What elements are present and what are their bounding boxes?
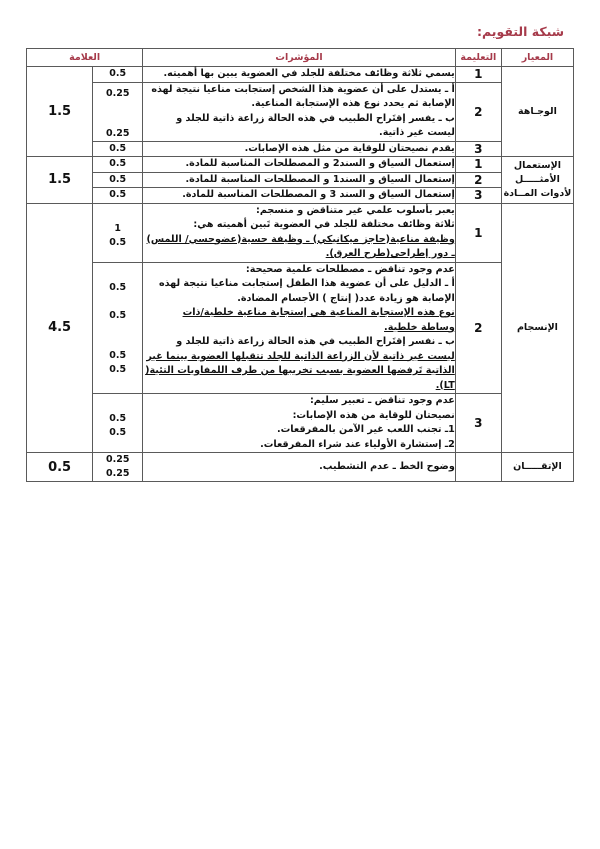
instruction-number: 3 [455, 141, 501, 157]
subscore-value: 0.5 [109, 189, 127, 201]
indicators-cell [143, 67, 456, 83]
criterion-line: لأدوات [540, 187, 572, 199]
indicator-line: أ ـ يستدل على أن عضوية هذا الشخص إستجابت مناعيا نتيجة لهذه [151, 83, 455, 95]
indicator-line: يعبر بأسلوب علمي غير متناقض و منسجم: [255, 204, 455, 216]
criterion-cell-optimal-use [501, 157, 573, 204]
indicator-line: 1ـ تجنب اللعب غير الآمن بالمفرقعات. [277, 424, 455, 435]
indicators-cell [143, 141, 456, 157]
table-row [27, 453, 574, 482]
indicator-line: أ ـ الدليل على أن عضوية هذا الطفل إستجابت مناعيا نتيجة لهذه [158, 278, 455, 289]
total-score-cell: 1.5 [27, 157, 93, 204]
table-row [27, 188, 574, 204]
subscore-value: 0.25 [105, 468, 130, 479]
table-row [27, 82, 574, 141]
header-indicators: المؤشرات [143, 49, 456, 67]
subscore-value: 0.25 [105, 454, 130, 465]
indicator-line: إستعمال السياق و السند2 و المصطلحات المناسبة للمادة. [185, 158, 455, 169]
instruction-number: 1 [455, 203, 501, 262]
indicator-line: عدم وجود تناقض ـ تعبير سليم: [309, 395, 455, 406]
subscore-cell [93, 172, 143, 188]
total-score-cell: 4.5 [27, 203, 93, 453]
instruction-number: 2 [455, 262, 501, 394]
header-grade: العلامة [27, 49, 143, 67]
indicator-line: إستعمال السياق و السند1 و المصطلحات المناسبة للمادة. [185, 173, 455, 185]
subscore-value: 0.5 [109, 158, 127, 170]
subscore-value: 0.5 [109, 427, 127, 438]
instruction-number: 3 [455, 394, 501, 453]
subscore-cell [93, 82, 143, 141]
instruction-number: 3 [455, 188, 501, 204]
subscore-value: 0.25 [105, 127, 130, 139]
table-header [27, 49, 574, 67]
criterion-cell-neatness: الإتقـــــان [501, 453, 573, 482]
page-title: شبكة التقويم: [476, 24, 564, 39]
indicators-cell [143, 203, 456, 262]
subscore-cell [93, 203, 143, 262]
instruction-number: 1 [455, 67, 501, 83]
subscore-value: 1 [114, 222, 122, 234]
indicator-line: الإصابة ثم يحدد نوع هذه الإستجابة المناعية. [251, 98, 455, 109]
instruction-number: 2 [455, 172, 501, 188]
indicators-cell [143, 453, 456, 482]
subscore-cell [93, 67, 143, 83]
criterion-cell-relevance: الوجـاهة [501, 67, 573, 157]
header-instruction: التعليمة [455, 49, 501, 67]
table-row [27, 67, 574, 83]
table-row [27, 262, 574, 394]
header-row [27, 49, 574, 67]
indicator-line: ثلاثة وظائف مختلفة للجلد في العضوية تَبين أهميته هي: [193, 219, 455, 230]
subscore-value: 0.5 [109, 281, 127, 293]
table-body [27, 67, 574, 482]
subscore-value: 0.5 [109, 173, 127, 185]
subscore-value: 0.5 [109, 68, 127, 80]
subscore-value: 0.5 [109, 236, 127, 248]
indicator-line: الذاتية تَرفضها العضوية بسبب تخريبها من طرف اللمفاويات التئية( LT). [145, 365, 455, 391]
indicator-line: وظيفة مناعية(حاجز ميكانيكي) ـ وظيفة حسية(عضوحسي/ اللمس) [146, 233, 455, 245]
indicators-cell [143, 157, 456, 173]
subscore-cell [93, 394, 143, 453]
subscore-value: 0.5 [109, 413, 127, 424]
criterion-line: الأمثـــــل [515, 173, 560, 185]
indicator-line: نصيحتان للوقاية من هذه الإصابات: [292, 409, 455, 421]
subscore-value: 0.5 [109, 142, 127, 154]
total-score-cell: 0.5 [27, 453, 93, 482]
instruction-number: 1 [455, 157, 501, 173]
indicator-line: إستعمال السياق و السند 3 و المصطلحات المناسبة للمادة. [182, 189, 455, 200]
table-row [27, 203, 574, 262]
criterion-line: المــادة [503, 187, 538, 199]
instruction-number [455, 453, 501, 482]
subscore-cell [93, 262, 143, 394]
subscore-cell [93, 141, 143, 157]
indicator-line: وضوح الخط ـ عدم التشطيب. [319, 460, 455, 472]
indicator-line: 2ـ إستشارة الأولياء عند شراء المفرقعات. [260, 438, 455, 450]
indicator-line: ب ـ نفسر إقتَراح الطبيب في هذه الحالة زراعة ذاتية للجلد و [176, 336, 455, 347]
table-row [27, 394, 574, 453]
subscore-value: 0.5 [109, 363, 127, 375]
indicator-line: نوع هذه الإستجابة المناعية هي إستجابة مناعية خلطية/ذات [182, 307, 455, 318]
table-row [27, 157, 574, 173]
table-row [27, 141, 574, 157]
subscore-value: 0.5 [109, 309, 127, 321]
instruction-number: 2 [455, 82, 501, 141]
criterion-line: الإستعمال [513, 159, 561, 171]
indicators-cell [143, 172, 456, 188]
indicator-line: يسمي ثلاثة وظائف مختلفة للجلد في العضوية يبين بها أهميته. [163, 68, 455, 79]
indicator-line: وساطة خلطية. [384, 321, 455, 333]
indicators-cell [143, 82, 456, 141]
indicators-cell [143, 188, 456, 204]
table-row [27, 172, 574, 188]
indicator-line: ـ دور إطراحي(طرح العرق). [325, 248, 455, 259]
header-criterion: المعيار [501, 49, 573, 67]
subscore-value: 0.5 [109, 349, 127, 361]
indicator-line: الإصابة هو زيادة عدد( إنتاج ) الأجسام المضادة. [237, 292, 455, 304]
subscore-cell [93, 157, 143, 173]
total-score-cell: 1.5 [27, 67, 93, 157]
indicator-line: عدم وجود تناقض ـ مصطلحات علمية صحيحة: [245, 263, 455, 275]
evaluation-grid-table [26, 48, 574, 482]
subscore-cell [93, 188, 143, 204]
indicator-line: يقدم نصيحتان للوقاية من مثل هذه الإصابات. [244, 142, 455, 154]
indicators-cell [143, 262, 456, 394]
subscore-cell [93, 453, 143, 482]
indicator-line: ليست غير ذاتية. [379, 127, 455, 138]
subscore-value: 0.25 [105, 87, 130, 99]
indicator-line: ب ـ يفسر إقتَراح الطبيب في هذه الحالة زراعة ذاتية للجلد و [176, 112, 455, 124]
criterion-cell-coherence: الإنسجام [501, 203, 573, 453]
indicators-cell [143, 394, 456, 453]
evaluation-grid-container [26, 48, 574, 482]
indicator-line: ليست غير ذاتية لأن الزراعة الذاتية للجلد تتقبلها العضوية بينما غير [146, 350, 455, 362]
